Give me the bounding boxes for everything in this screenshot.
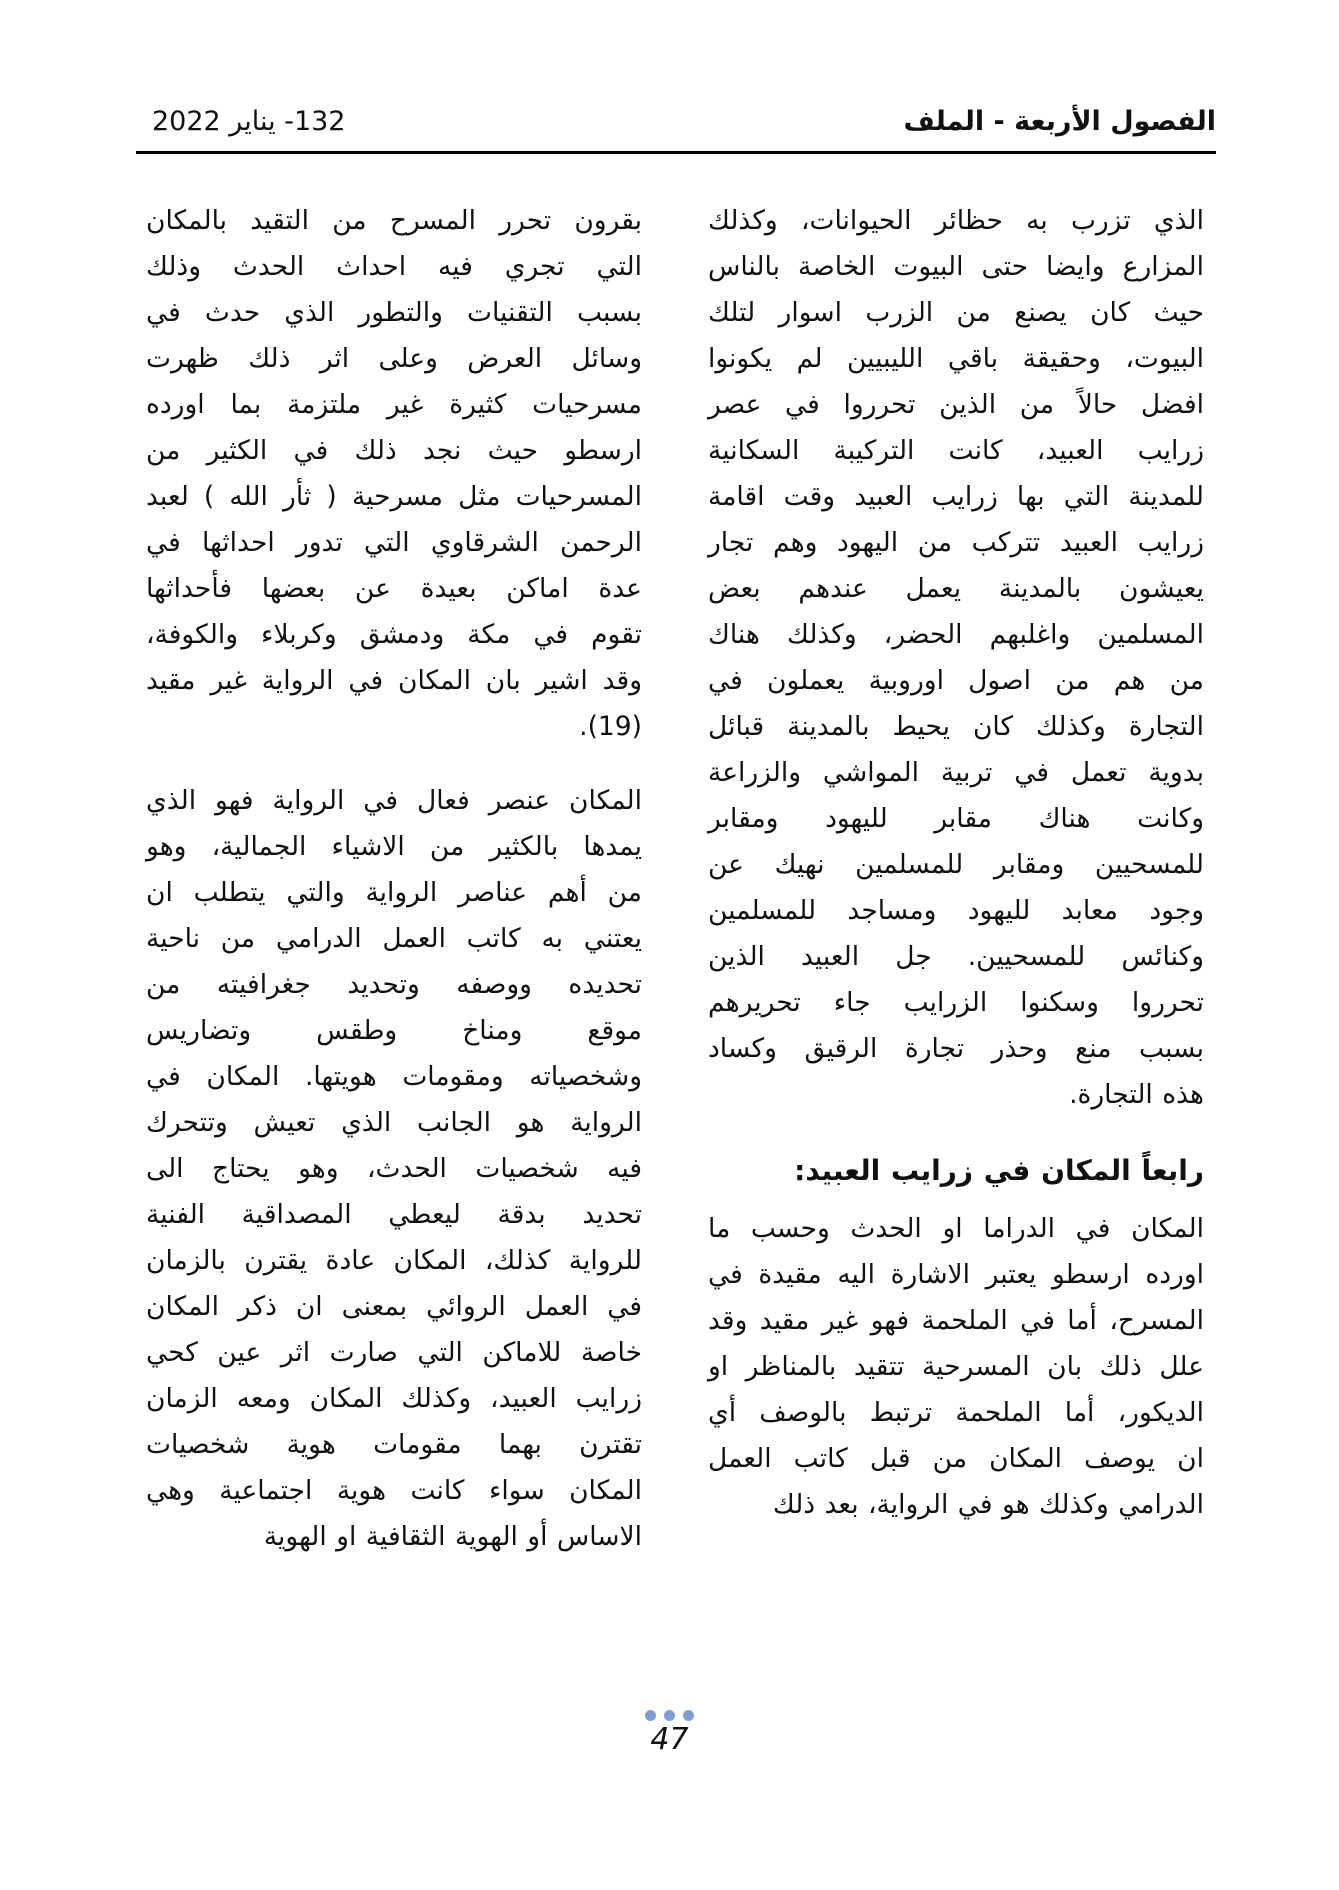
text-line: تقترن بهما مقومات هوية شخصيات xyxy=(146,1429,642,1460)
paragraph xyxy=(708,1206,1204,1528)
journal-section-title: الفصول الأربعة - الملف xyxy=(903,106,1216,137)
text-line: من أهم عناصر الرواية والتي يتطلب ان xyxy=(146,877,642,908)
text-line: اورده ارسطو يعتبر الاشارة اليه مقيدة في xyxy=(708,1259,1204,1290)
text-line: للمدينة التي بها زرايب العبيد وقت اقامة xyxy=(708,481,1204,512)
text-line: عدة اماكن بعيدة عن بعضها فأحداثها xyxy=(146,573,642,604)
header-divider xyxy=(136,151,1216,154)
running-header xyxy=(136,102,1216,152)
text-line: الديكور، أما الملحمة ترتبط بالوصف أي xyxy=(708,1397,1204,1428)
text-line: بسبب التقنيات والتطور الذي حدث في xyxy=(146,297,642,328)
text-line: يمدها بالكثير من الاشياء الجمالية، وهو xyxy=(146,831,642,862)
text-line: مسرحيات كثيرة غير ملتزمة بما اورده xyxy=(146,389,642,420)
text-line: حيث كان يصنع من الزرب اسوار لتلك xyxy=(708,297,1204,328)
text-line: زرايب العبيد، كانت التركيبة السكانية xyxy=(708,435,1204,466)
text-line: بقرون تحرر المسرح من التقيد بالمكان xyxy=(146,205,642,236)
paragraph xyxy=(708,198,1204,1118)
text-line: الدرامي وكذلك هو في الرواية، بعد ذلك xyxy=(772,1489,1204,1520)
text-line: وكنائس للمسحيين. جل العبيد الذين xyxy=(708,941,1204,972)
dot-icon xyxy=(683,1710,694,1721)
text-line: وكانت هناك مقابر لليهود ومقابر xyxy=(708,803,1204,834)
text-line: الرواية هو الجانب الذي تعيش وتتحرك xyxy=(146,1107,642,1138)
text-line: يعيشون بالمدينة يعمل عندهم بعض xyxy=(708,573,1204,604)
text-line: التي تجري فيه احداث الحدث وذلك xyxy=(146,251,642,282)
text-line: المكان في الدراما او الحدث وحسب ما xyxy=(708,1213,1204,1244)
text-line: وقد اشير بان المكان في الرواية غير مقيد xyxy=(146,665,642,696)
text-line: موقع ومناخ وطقس وتضاريس xyxy=(146,1015,642,1046)
text-line: ارسطو حيث نجد ذلك في الكثير من xyxy=(146,435,642,466)
text-line: يعتني به كاتب العمل الدرامي من ناحية xyxy=(146,923,642,954)
text-line: المسرحيات مثل مسرحية ( ثأر الله ) لعبد xyxy=(146,481,642,512)
paragraph xyxy=(146,198,642,750)
text-line: التجارة وكذلك كان يحيط بالمدينة قبائل xyxy=(708,711,1204,742)
text-line: بسبب منع وحذر تجارة الرقيق وكساد xyxy=(708,1033,1204,1064)
section-heading: رابعاً المكان في زرايب العبيد: xyxy=(794,1154,1204,1187)
text-line: المسرح، أما في الملحمة فهو غير مقيد وقد xyxy=(708,1305,1204,1336)
text-line: المكان عنصر فعال في الرواية فهو الذي xyxy=(146,785,642,816)
text-line: الاساس أو الهوية الثقافية او الهوية xyxy=(263,1521,642,1552)
text-line: وشخصياته ومقومات هويتها. المكان في xyxy=(146,1061,642,1092)
text-line: الذي تزرب به حظائر الحيوانات، وكذلك xyxy=(708,205,1204,236)
dot-icon xyxy=(645,1710,656,1721)
text-line: المسلمين واغلبهم الحضر، وكذلك هناك xyxy=(708,619,1204,650)
text-line: (19). xyxy=(579,711,642,742)
text-line: للرواية كذلك، المكان عادة يقترن بالزمان xyxy=(146,1245,642,1276)
text-line: للمسحيين ومقابر للمسلمين نهيك عن xyxy=(708,849,1204,880)
text-line: هذه التجارة. xyxy=(1069,1079,1204,1110)
text-line: فيه شخصيات الحدث، وهو يحتاج الى xyxy=(146,1153,642,1184)
text-line: وجود معابد لليهود ومساجد للمسلمين xyxy=(708,895,1204,926)
issue-number-date: 132- يناير 2022 xyxy=(152,106,346,137)
paragraph-spacer xyxy=(146,750,642,778)
text-line: افضل حالاً من الذين تحرروا في عصر xyxy=(708,389,1204,420)
text-line: تحديده ووصفه وتحديد جغرافيته من xyxy=(146,969,642,1000)
text-line: من هم من اصول اوروبية يعملون في xyxy=(708,665,1204,696)
text-line: تقوم في مكة ودمشق وكربلاء والكوفة، xyxy=(146,619,642,650)
text-line: زرايب العبيد، وكذلك المكان ومعه الزمان xyxy=(146,1383,642,1414)
text-line: في العمل الروائي بمعنى ان ذكر المكان xyxy=(146,1291,642,1322)
left-text-column xyxy=(146,198,642,1560)
text-line: علل ذلك بان المسرحية تتقيد بالمناظر او xyxy=(708,1351,1204,1382)
dot-icon xyxy=(664,1710,675,1721)
text-line: البيوت، وحقيقة باقي الليبيين لم يكونوا xyxy=(708,343,1204,374)
right-text-column xyxy=(708,198,1204,1528)
text-line: ان يوصف المكان من قبل كاتب العمل xyxy=(708,1443,1204,1474)
text-line: زرايب العبيد تتركب من اليهود وهم تجار xyxy=(708,527,1204,558)
text-line: وسائل العرض وعلى اثر ذلك ظهرت xyxy=(146,343,642,374)
paragraph xyxy=(146,778,642,1560)
text-line: تحرروا وسكنوا الزرايب جاء تحريرهم xyxy=(708,987,1204,1018)
text-line: بدوية تعمل في تربية المواشي والزراعة xyxy=(708,757,1204,788)
text-line: المزارع وايضا حتى البيوت الخاصة بالناس xyxy=(708,251,1204,282)
page-number: 47 xyxy=(650,1722,689,1757)
text-line: الرحمن الشرقاوي التي تدور احداثها في xyxy=(146,527,642,558)
text-line: المكان سواء كانت هوية اجتماعية وهي xyxy=(146,1475,642,1506)
text-line: تحديد بدقة ليعطي المصداقية الفنية xyxy=(146,1199,642,1230)
text-line: خاصة للاماكن التي صارت اثر عين كحي xyxy=(146,1337,642,1368)
